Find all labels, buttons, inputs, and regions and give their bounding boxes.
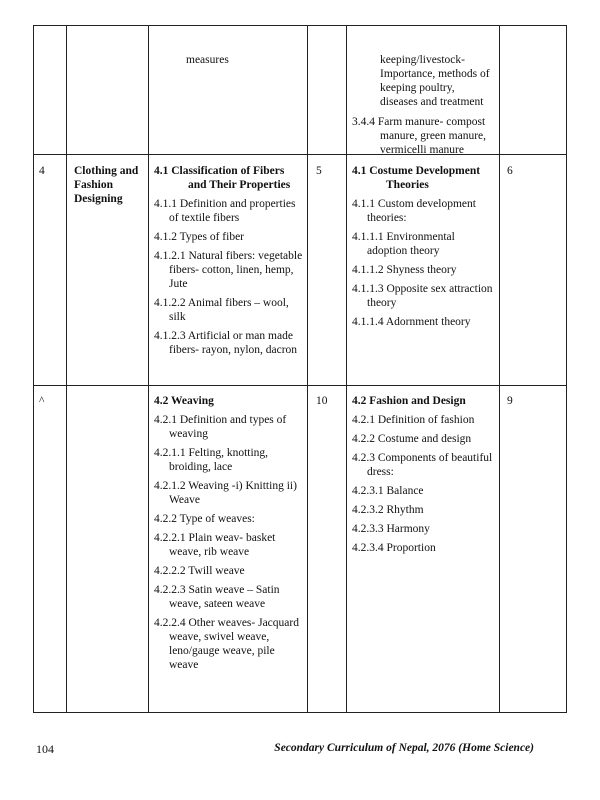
- row3-right-hours: 9: [507, 395, 513, 407]
- topic-item: 4.2.2.3 Satin weave – Satin weave, sateen weave: [154, 584, 280, 610]
- row3-left-topics: [154, 394, 304, 677]
- topic-item: 4.2.1 Definition of fashion: [352, 414, 475, 426]
- topic-item: 4.1.1.4 Adornment theory: [352, 316, 471, 328]
- running-title: Secondary Curriculum of Nepal, 2076 (Home Science): [274, 742, 534, 754]
- row3-left-heading: 4.2 Weaving: [154, 395, 214, 407]
- row1-topic-text: measures: [186, 54, 229, 66]
- column-divider: [499, 26, 500, 712]
- topic-item: 4.1.2 Types of fiber: [154, 231, 245, 243]
- topic-item: 4.2.1 Definition and types of weaving: [154, 414, 287, 440]
- row2-right-hours: 6: [507, 165, 513, 177]
- row2-unit-number: 4: [39, 165, 45, 177]
- topic-item: 4.1.2.3 Artificial or man made fibers- rayon, nylon, dacron: [154, 330, 298, 356]
- row3-unit-number: ^: [39, 395, 45, 407]
- text-line: keeping/livestock-: [380, 54, 465, 66]
- row2-left-hours: 5: [316, 165, 322, 177]
- topic-item: 4.2.3.1 Balance: [352, 485, 424, 497]
- topic-item: 4.2.3.3 Harmony: [352, 523, 430, 535]
- column-divider: [148, 26, 149, 712]
- topic-item: 4.2.2.1 Plain weav- basket weave, rib weave: [154, 532, 276, 558]
- row2-unit-title: Clothing and Fashion Designing: [74, 165, 139, 205]
- column-divider: [307, 26, 308, 712]
- text-line: Importance, methods of: [380, 68, 490, 80]
- row2-right-list: [352, 197, 494, 329]
- topic-item: 4.2.3 Components of beautiful dress:: [352, 452, 493, 478]
- topic-item: 4.2.3.2 Rhythm: [352, 504, 424, 516]
- row2-left-topics: [154, 164, 304, 362]
- page-number: 104: [36, 742, 54, 756]
- row2-right-heading: 4.1 Costume Development Theories: [352, 165, 481, 191]
- topic-item: 4.2.2.2 Twill weave: [154, 565, 245, 577]
- row-divider: [34, 385, 566, 386]
- topic-item: 4.1.1 Custom development theories:: [352, 198, 476, 224]
- topic-item: 4.1.1.3 Opposite sex attraction theory: [352, 283, 493, 309]
- row1-continuation: [380, 53, 494, 109]
- row3-left-hours: 10: [316, 395, 328, 407]
- row1-topic-cell: [186, 53, 301, 72]
- topic-item: 4.1.1 Definition and properties of textile fibers: [154, 198, 296, 224]
- row3-right-heading: 4.2 Fashion and Design: [352, 395, 466, 407]
- curriculum-table: [33, 25, 567, 713]
- row3-left-list: [154, 413, 304, 672]
- row2-left-list: [154, 197, 304, 357]
- farm-manure-item: 3.4.4 Farm manure- compost manure, green manure, vermicelli manure: [352, 116, 487, 156]
- topic-item: 4.1.1.1 Environmental adoption theory: [352, 231, 455, 257]
- topic-item: 4.2.1.1 Felting, knotting, broiding, lace: [154, 447, 269, 473]
- row2-left-heading: 4.1 Classification of Fibers and Their Properties: [154, 165, 291, 191]
- row3-right-list: [352, 413, 494, 555]
- topic-item: 4.1.2.2 Animal fibers – wool, silk: [154, 297, 289, 323]
- topic-item: 4.1.2.1 Natural fibers: vegetable fibers- cotton, linen, hemp, Jute: [154, 250, 303, 290]
- column-divider: [346, 26, 347, 712]
- topic-item: 4.2.2.4 Other weaves- Jacquard weave, swivel weave, leno/gauge weave, pile weave: [154, 617, 299, 671]
- column-divider: [66, 26, 67, 712]
- topic-item: 4.2.2 Type of weaves:: [154, 513, 255, 525]
- text-line: diseases and treatment: [380, 96, 484, 108]
- row1-topic-right-cell: [352, 53, 494, 162]
- topic-item: 4.1.1.2 Shyness theory: [352, 264, 457, 276]
- row2-right-topics: [352, 164, 494, 334]
- topic-item: 4.2.2 Costume and design: [352, 433, 472, 445]
- topic-item: 4.2.1.2 Weaving -i) Knitting ii) Weave: [154, 480, 297, 506]
- row3-right-topics: [352, 394, 494, 560]
- topic-item: 4.2.3.4 Proportion: [352, 542, 436, 554]
- text-line: keeping poultry,: [380, 82, 455, 94]
